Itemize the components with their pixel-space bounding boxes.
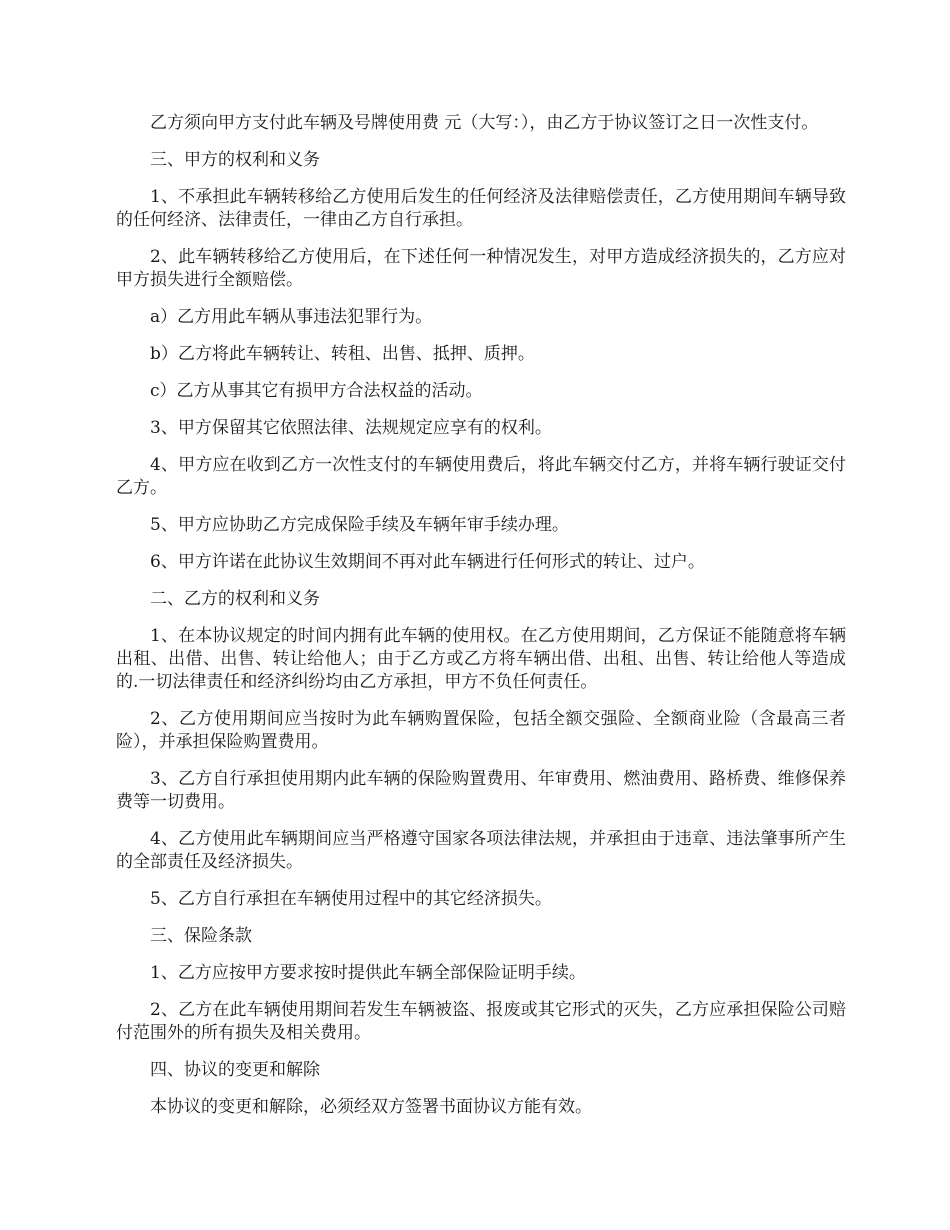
document-body [116,112,846,1133]
paragraph-a-2: 2、此车辆转移给乙方使用后，在下述任何一种情况发生，对甲方造成经济损失的，乙方应对甲方损失进行全额赔偿。 [116,247,846,290]
paragraph-a-1: 1、不承担此车辆转移给乙方使用后发生的任何经济及法律赔偿责任，乙方使用期间车辆导致的任何经济、法律责任，一律由乙方自行承担。 [116,187,846,230]
paragraph-payment: 乙方须向甲方支付此车辆及号牌使用费 元（大写：），由乙方于协议签订之日一次性支付。 [150,113,819,133]
paragraph-insurance-2: 2、乙方在此车辆使用期间若发生车辆被盗、报废或其它形式的灭失，乙方应承担保险公司赔付范围外的所有损失及相关费用。 [116,1000,846,1043]
paragraph-a-6: 6、甲方许诺在此协议生效期间不再对此车辆进行任何形式的转让、过户。 [150,552,705,572]
heading-change-termination: 四、协议的变更和解除 [150,1060,320,1080]
heading-party-a-rights: 三、甲方的权利和义务 [150,150,320,170]
paragraph-b-4: 4、乙方使用此车辆期间应当严格遵守国家各项法律法规，并承担由于违章、违法肇事所产生的全部责任及经济损失。 [116,829,846,872]
heading-insurance: 三、保险条款 [150,926,252,946]
paragraph-b-5: 5、乙方自行承担在车辆使用过程中的其它经济损失。 [150,889,552,909]
paragraph-insurance-1: 1、乙方应按甲方要求按时提供此车辆全部保险证明手续。 [150,963,586,983]
paragraph-a-2-a: a）乙方用此车辆从事违法犯罪行为。 [150,307,433,327]
paragraph-a-4: 4、甲方应在收到乙方一次性支付的车辆使用费后，将此车辆交付乙方，并将车辆行驶证交付乙方。 [116,455,846,498]
paragraph-b-3: 3、乙方自行承担使用期内此车辆的保险购置费用、年审费用、燃油费用、路桥费、维修保养费等一切费用。 [116,769,846,812]
paragraph-change-termination: 本协议的变更和解除，必须经双方签署书面协议方能有效。 [150,1097,592,1117]
paragraph-a-2-c: c）乙方从事其它有损甲方合法权益的活动。 [150,381,483,401]
paragraph-b-2: 2、乙方使用期间应当按时为此车辆购置保险，包括全额交强险、全额商业险（含最高三者险），并承担保险购置费用。 [116,709,846,752]
heading-party-b-rights: 二、乙方的权利和义务 [150,589,320,609]
paragraph-a-3: 3、甲方保留其它依照法律、法规规定应享有的权利。 [150,418,552,438]
paragraph-b-1: 1、在本协议规定的时间内拥有此车辆的使用权。在乙方使用期间，乙方保证不能随意将车辆出租、出借、出售、转让给他人；由于乙方或乙方将车辆出借、出租、出售、转让给他人等造成的.一切法律责任和经济纠纷均由乙方承担，甲方不负任何责任。 [116,626,846,692]
paragraph-a-5: 5、甲方应协助乙方完成保险手续及车辆年审手续办理。 [150,515,569,535]
paragraph-a-2-b: b）乙方将此车辆转让、转租、出售、抵押、质押。 [150,344,535,364]
